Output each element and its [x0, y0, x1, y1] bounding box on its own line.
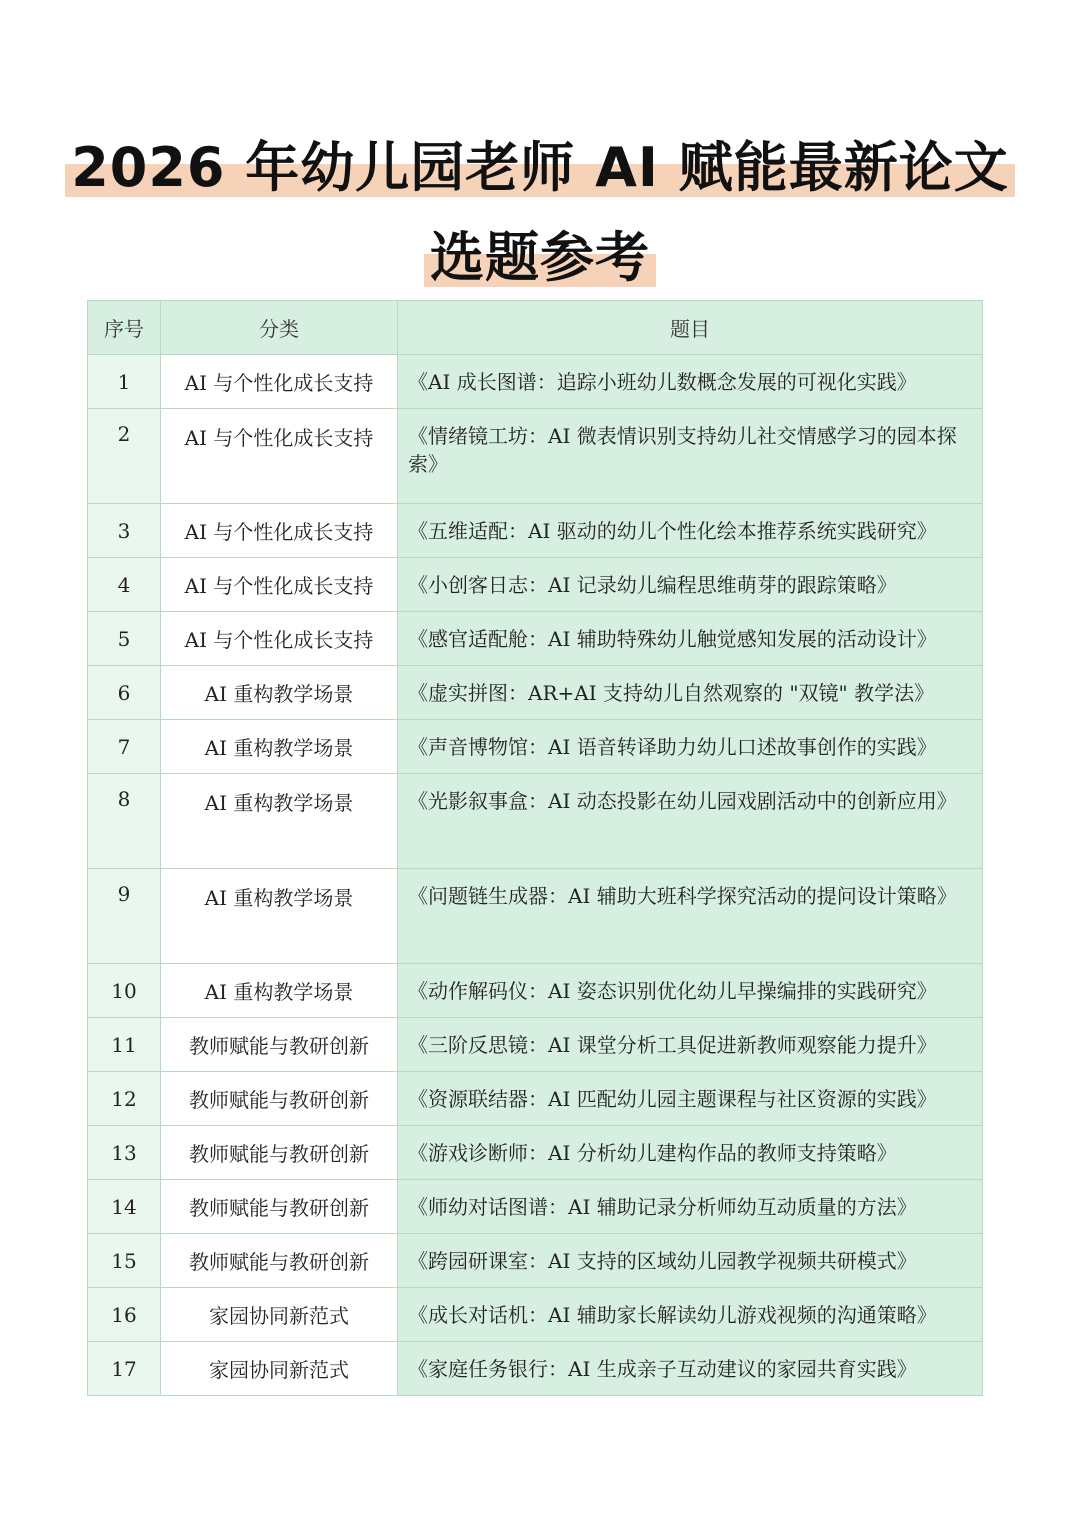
table-row [88, 666, 983, 720]
table-row [88, 1072, 983, 1126]
topic-table [87, 300, 983, 1396]
row-number: 8 [88, 774, 161, 869]
row-topic: 《光影叙事盒：AI 动态投影在幼儿园戏剧活动中的创新应用》 [398, 774, 983, 869]
row-topic: 《成长对话机：AI 辅助家长解读幼儿游戏视频的沟通策略》 [398, 1288, 983, 1342]
row-category: 教师赋能与教研创新 [161, 1018, 398, 1072]
table-row [88, 964, 983, 1018]
row-topic: 《家庭任务银行：AI 生成亲子互动建议的家园共育实践》 [398, 1342, 983, 1396]
row-topic: 《虚实拼图：AR+AI 支持幼儿自然观察的 "双镜" 教学法》 [398, 666, 983, 720]
table-row [88, 869, 983, 964]
row-number: 5 [88, 612, 161, 666]
row-number: 11 [88, 1018, 161, 1072]
row-topic: 《三阶反思镜：AI 课堂分析工具促进新教师观察能力提升》 [398, 1018, 983, 1072]
row-category: AI 重构教学场景 [161, 774, 398, 869]
row-category: 教师赋能与教研创新 [161, 1126, 398, 1180]
row-number: 14 [88, 1180, 161, 1234]
table-row [88, 1018, 983, 1072]
row-topic: 《师幼对话图谱：AI 辅助记录分析师幼互动质量的方法》 [398, 1180, 983, 1234]
header-topic: 题目 [398, 301, 983, 355]
title-line-2: 选题参考 [424, 220, 656, 296]
row-category: AI 重构教学场景 [161, 720, 398, 774]
row-category: AI 与个性化成长支持 [161, 612, 398, 666]
header-number: 序号 [88, 301, 161, 355]
row-topic: 《问题链生成器：AI 辅助大班科学探究活动的提问设计策略》 [398, 869, 983, 964]
row-topic: 《声音博物馆：AI 语音转译助力幼儿口述故事创作的实践》 [398, 720, 983, 774]
row-category: AI 与个性化成长支持 [161, 558, 398, 612]
row-number: 17 [88, 1342, 161, 1396]
row-topic: 《跨园研课室：AI 支持的区域幼儿园教学视频共研模式》 [398, 1234, 983, 1288]
row-category: 家园协同新范式 [161, 1342, 398, 1396]
row-number: 7 [88, 720, 161, 774]
row-topic: 《五维适配：AI 驱动的幼儿个性化绘本推荐系统实践研究》 [398, 504, 983, 558]
table-row [88, 355, 983, 409]
header-category: 分类 [161, 301, 398, 355]
row-number: 15 [88, 1234, 161, 1288]
table-row [88, 1126, 983, 1180]
row-topic: 《资源联结器：AI 匹配幼儿园主题课程与社区资源的实践》 [398, 1072, 983, 1126]
table-row [88, 774, 983, 869]
row-number: 9 [88, 869, 161, 964]
table-row [88, 1234, 983, 1288]
row-number: 12 [88, 1072, 161, 1126]
row-topic: 《情绪镜工坊：AI 微表情识别支持幼儿社交情感学习的园本探索》 [398, 409, 983, 504]
table-row [88, 612, 983, 666]
row-topic: 《感官适配舱：AI 辅助特殊幼儿触觉感知发展的活动设计》 [398, 612, 983, 666]
table-row [88, 558, 983, 612]
table-row [88, 1342, 983, 1396]
table-header-row [88, 301, 983, 355]
table-row [88, 1180, 983, 1234]
row-topic: 《游戏诊断师：AI 分析幼儿建构作品的教师支持策略》 [398, 1126, 983, 1180]
row-number: 6 [88, 666, 161, 720]
row-number: 10 [88, 964, 161, 1018]
row-category: AI 与个性化成长支持 [161, 504, 398, 558]
table-row [88, 1288, 983, 1342]
row-number: 4 [88, 558, 161, 612]
row-category: AI 与个性化成长支持 [161, 355, 398, 409]
row-number: 13 [88, 1126, 161, 1180]
row-category: AI 重构教学场景 [161, 666, 398, 720]
page-title [0, 130, 1080, 296]
row-number: 3 [88, 504, 161, 558]
row-topic: 《小创客日志：AI 记录幼儿编程思维萌芽的跟踪策略》 [398, 558, 983, 612]
row-category: AI 重构教学场景 [161, 964, 398, 1018]
row-category: 家园协同新范式 [161, 1288, 398, 1342]
row-number: 16 [88, 1288, 161, 1342]
table-row [88, 720, 983, 774]
table-row [88, 409, 983, 504]
row-number: 1 [88, 355, 161, 409]
row-topic: 《动作解码仪：AI 姿态识别优化幼儿早操编排的实践研究》 [398, 964, 983, 1018]
row-category: AI 与个性化成长支持 [161, 409, 398, 504]
row-category: 教师赋能与教研创新 [161, 1234, 398, 1288]
row-category: 教师赋能与教研创新 [161, 1072, 398, 1126]
row-category: 教师赋能与教研创新 [161, 1180, 398, 1234]
row-topic: 《AI 成长图谱：追踪小班幼儿数概念发展的可视化实践》 [398, 355, 983, 409]
title-line-1: 2026 年幼儿园老师 AI 赋能最新论文 [65, 130, 1015, 206]
table-row [88, 504, 983, 558]
row-category: AI 重构教学场景 [161, 869, 398, 964]
row-number: 2 [88, 409, 161, 504]
